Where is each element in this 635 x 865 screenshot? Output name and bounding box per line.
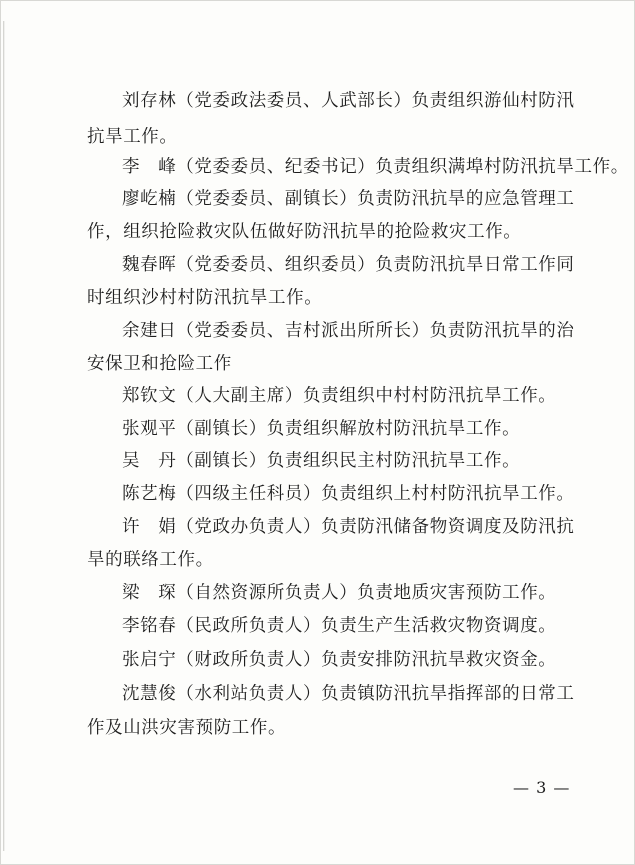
text-line: 郑钦文（人大副主席）负责组织中村村防汛抗旱工作。 — [122, 386, 557, 406]
text-line: 刘存林（党委政法委员、人武部长）负责组织游仙村防汛 — [122, 91, 575, 111]
text-line: 安保卫和抢险工作 — [87, 354, 232, 374]
text-line: 抗旱工作。 — [87, 127, 178, 147]
text-line: 旱的联络工作。 — [87, 550, 214, 570]
page-number: — 3 — — [513, 778, 571, 797]
text-line: 许 娟（党政办负责人）负责防汛储备物资调度及防汛抗 — [122, 517, 575, 537]
text-line: 陈艺梅（四级主任科员）负责组织上村村防汛抗旱工作。 — [122, 484, 575, 504]
text-line: 作，组织抢险救灾队伍做好防汛抗旱的抢险救灾工作。 — [87, 222, 522, 242]
text-line: 吴 丹（副镇长）负责组织民主村防汛抗旱工作。 — [122, 451, 521, 471]
text-line: 余建日（党委委员、吉村派出所所长）负责防汛抗旱的治 — [122, 321, 575, 341]
text-line: 李铭春（民政所负责人）负责生产生活救灾物资调度。 — [122, 616, 557, 636]
text-line: 廖屹楠（党委委员、副镇长）负责防汛抗旱的应急管理工 — [122, 189, 575, 209]
text-line: 李 峰（党委委员、纪委书记）负责组织满埠村防汛抗旱工作。 — [122, 157, 629, 177]
text-line: 梁 琛（自然资源所负责人）负责地质灾害预防工作。 — [122, 583, 557, 603]
page-edge-shadow — [3, 21, 5, 851]
text-line: 魏春晖（党委委员、组织委员）负责防汛抗旱日常工作同 — [122, 255, 575, 275]
text-line: 张启宁（财政所负责人）负责安排防汛抗旱救灾资金。 — [122, 650, 557, 670]
text-line: 张观平（副镇长）负责组织解放村防汛抗旱工作。 — [122, 419, 521, 439]
text-line: 作及山洪灾害预防工作。 — [87, 718, 287, 738]
text-line: 沈慧俊（水利站负责人）负责镇防汛抗旱指挥部的日常工 — [122, 684, 575, 704]
text-line: 时组织沙村村防汛抗旱工作。 — [87, 288, 323, 308]
